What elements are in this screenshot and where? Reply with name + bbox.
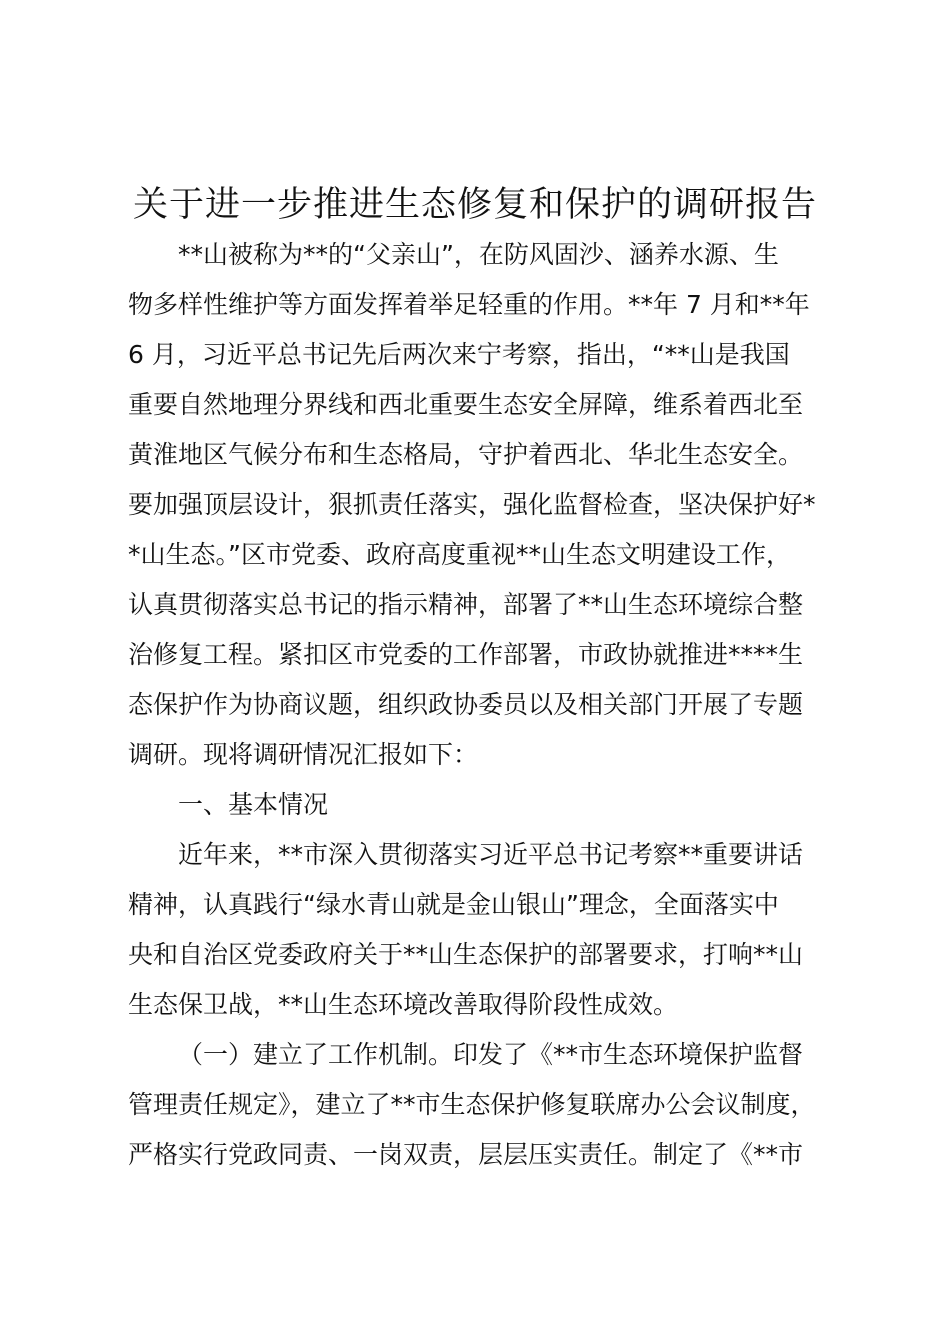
paragraph-line: 近年来，**市深入贯彻落实习近平总书记考察**重要讲话 (178, 840, 804, 869)
paragraph-line: 要加强顶层设计，狠抓责任落实，强化监督检查，坚决保护好* (128, 490, 816, 519)
paragraph-line: 重要自然地理分界线和西北重要生态安全屏障，维系着西北至 (128, 390, 804, 419)
section-heading: 一、基本情况 (178, 790, 329, 819)
paragraph-line: 管理责任规定》，建立了**市生态保护修复联席办公会议制度， (128, 1090, 816, 1119)
paragraph-line: 6 月，习近平总书记先后两次来宁考察，指出，“**山是我国 (128, 340, 790, 369)
paragraph-line: *山生态。”区市党委、政府高度重视**山生态文明建设工作， (128, 540, 791, 569)
paragraph-line: 认真贯彻落实总书记的指示精神，部署了**山生态环境综合整 (128, 590, 804, 619)
paragraph-line: 生态保卫战，**山生态环境改善取得阶段性成效。 (128, 990, 679, 1019)
paragraph-line: 精神，认真践行“绿水青山就是金山银山”理念，全面落实中 (128, 890, 779, 919)
paragraph-line: 央和自治区党委政府关于**山生态保护的部署要求，打响**山 (128, 940, 804, 969)
paragraph-line: **山被称为**的“父亲山”，在防风固沙、涵养水源、生 (178, 240, 779, 269)
document-title: 关于进一步推进生态修复和保护的调研报告 (132, 185, 817, 225)
paragraph-line: 调研。现将调研情况汇报如下： (128, 740, 479, 769)
subsection-line: （一）建立了工作机制。印发了《**市生态环境保护监督 (178, 1040, 804, 1069)
paragraph-line: 态保护作为协商议题，组织政协委员以及相关部门开展了专题 (128, 690, 804, 719)
paragraph-line: 黄淮地区气候分布和生态格局，守护着西北、华北生态安全。 (128, 440, 804, 469)
paragraph-line: 物多样性维护等方面发挥着举足轻重的作用。**年 7 月和**年 (128, 290, 810, 319)
paragraph-line: 严格实行党政同责、一岗双责，层层压实责任。制定了《**市 (128, 1140, 804, 1169)
paragraph-line: 治修复工程。紧扣区市党委的工作部署，市政协就推进****生 (128, 640, 804, 669)
